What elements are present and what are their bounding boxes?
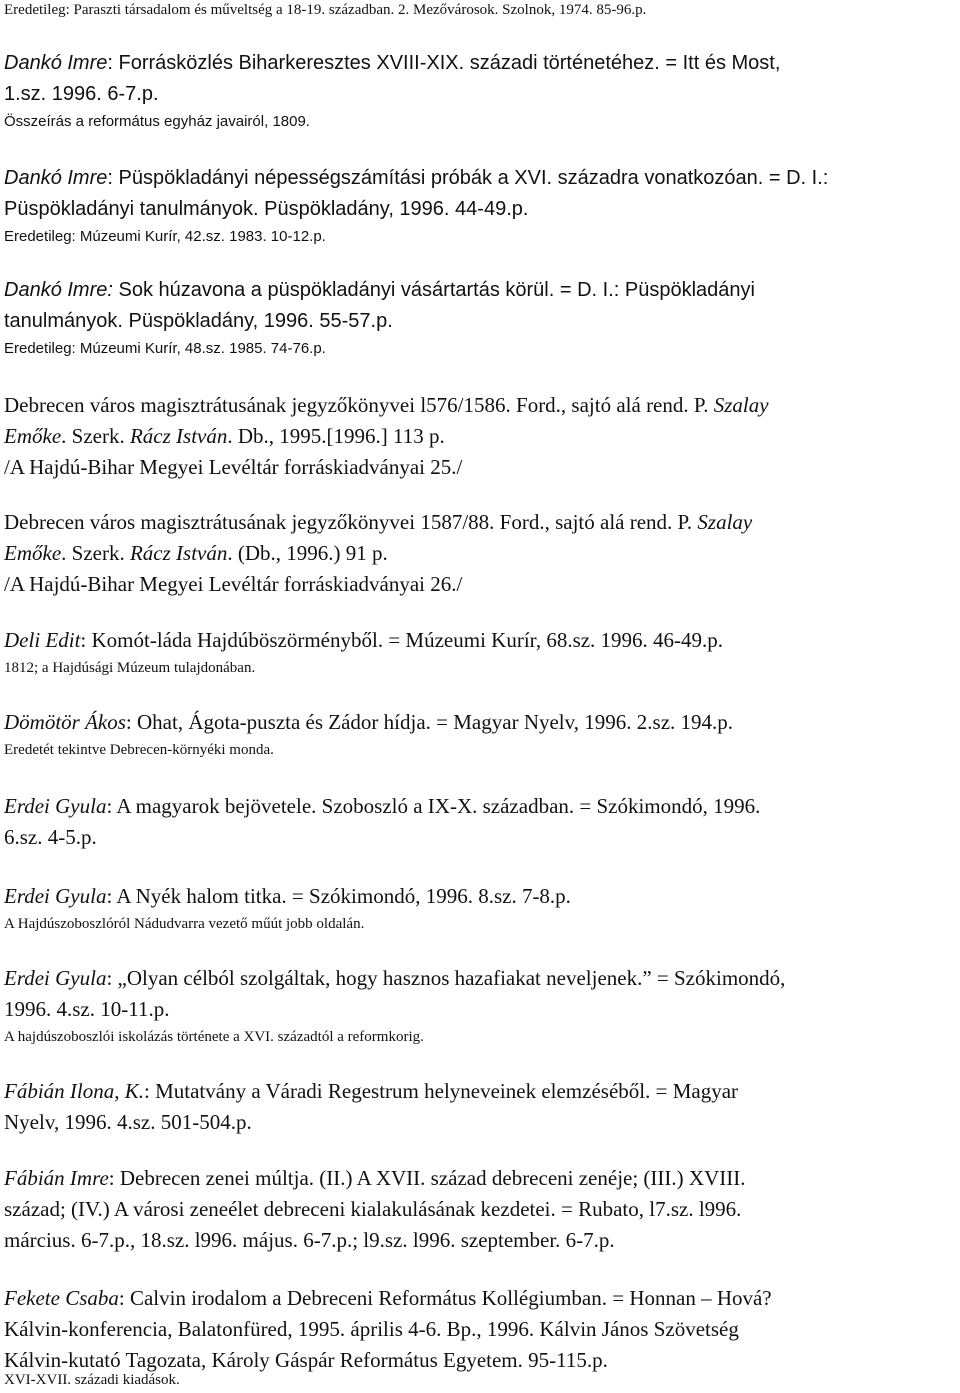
entry-author: Fábián Ilona, K.	[4, 1079, 144, 1103]
entry-line: Kálvin-kutató Tagozata, Károly Gáspár Református Egyetem. 95-115.p.	[4, 1348, 608, 1372]
entry-line: század; (IV.) A városi zeneélet debreceni kialakulásának kezdetei. = Rubato, l7.sz. l996.	[4, 1197, 742, 1221]
entry-title: : A magyarok bejövetele. Szoboszló a IX-X. században. = Szókimondó, 1996.	[106, 794, 761, 818]
entry-author: Erdei Gyula	[4, 966, 107, 990]
bib-entry	[4, 1283, 944, 1390]
entry-line: Kálvin-konferencia, Balatonfüred, 1995. április 4-6. Bp., 1996. Kálvin János Szövetség	[4, 1317, 739, 1341]
entry-note: Eredetileg: Múzeumi Kurír, 48.sz. 1985. 74-76.p.	[4, 340, 326, 357]
entry-title: : Calvin irodalom a Debreceni Református Kollégiumban. = Honnan – Hová?	[118, 1286, 772, 1310]
entry-author: Dankó Imre	[4, 167, 108, 189]
bib-entry	[4, 791, 944, 853]
entry-line	[4, 791, 944, 822]
entry-text: . Db., 1995.[1996.] 113 p.	[227, 424, 445, 448]
entry-author: Erdei Gyula	[4, 794, 107, 818]
entry-note: Összeírás a református egyház javairól, 1809.	[4, 113, 310, 130]
entry-line: tanulmányok. Püspökladány, 1996. 55-57.p.	[4, 310, 393, 332]
top-note: Eredetileg: Paraszti társadalom és műveltség a 18-19. században. 2. Mezővárosok. Szolnok, 1974. 85-96.p.	[4, 2, 647, 18]
bib-entry	[4, 48, 944, 132]
entry-line: Nyelv, 1996. 4.sz. 501-504.p.	[4, 1110, 252, 1134]
bib-entry	[4, 625, 944, 678]
entry-line: 1.sz. 1996. 6-7.p.	[4, 83, 159, 105]
entry-editor: Emőke	[4, 424, 62, 448]
entry-line	[4, 1076, 944, 1107]
entry-editor: Szalay	[697, 510, 753, 534]
entry-text: . Szerk.	[61, 424, 130, 448]
entry-line	[4, 48, 944, 79]
entry-title: : Komót-láda Hajdúböszörményből. = Múzeumi Kurír, 68.sz. 1996. 46-49.p.	[80, 628, 724, 652]
entry-editor: Rácz István	[129, 541, 228, 565]
entry-line	[4, 163, 944, 194]
entry-title: Debrecen város magisztrátusának jegyzőkönyvei 1587/88. Ford., sajtó alá rend. P.	[4, 510, 698, 534]
bib-entry	[4, 507, 944, 600]
entry-line	[4, 421, 944, 452]
bib-entry	[4, 881, 944, 934]
entry-text: . (Db., 1996.) 91 p.	[227, 541, 388, 565]
entry-line: Püspökladányi tanulmányok. Püspökladány, 1996. 44-49.p.	[4, 198, 529, 220]
entry-title: : Forrásközlés Biharkeresztes XVIII-XIX. századi történetéhez. = Itt és Most,	[107, 52, 781, 74]
bib-entry	[4, 390, 944, 483]
entry-note: 1812; a Hajdúsági Múzeum tulajdonában.	[4, 660, 256, 676]
entry-title: Debrecen város magisztrátusának jegyzőkönyvei l576/1586. Ford., sajtó alá rend. P.	[4, 393, 714, 417]
entry-title: Sok húzavona a püspökladányi vásártartás körül. = D. I.: Püspökladányi	[112, 279, 755, 301]
entry-author: Dankó Imre:	[4, 279, 113, 301]
entry-author: Erdei Gyula	[4, 884, 107, 908]
entry-note: A Hajdúszoboszlóról Nádudvarra vezető műút jobb oldalán.	[4, 916, 365, 932]
entry-line	[4, 625, 944, 656]
entry-title: : Püspökladányi népességszámítási próbák a XVI. századra vonatkozóan. = D. I.:	[107, 167, 829, 189]
bib-entry	[4, 1163, 944, 1256]
entry-title: : Debrecen zenei múltja. (II.) A XVII. század debreceni zenéje; (III.) XVIII.	[108, 1166, 746, 1190]
entry-note: Eredetileg: Múzeumi Kurír, 42.sz. 1983. 10-12.p.	[4, 228, 326, 245]
bib-entry	[4, 163, 944, 247]
entry-line	[4, 538, 944, 569]
entry-author: Deli Edit	[4, 628, 81, 652]
entry-line	[4, 1283, 944, 1314]
entry-note: A hajdúszoboszlói iskolázás története a XVI. századtól a reformkorig.	[4, 1029, 424, 1045]
entry-editor: Szalay	[713, 393, 769, 417]
entry-title: : „Olyan célból szolgáltak, hogy hasznos hazafiakat neveljenek.” = Szókimondó,	[106, 966, 786, 990]
entry-title: : Ohat, Ágota-puszta és Zádor hídja. = Magyar Nyelv, 1996. 2.sz. 194.p.	[125, 710, 734, 734]
entry-title: : A Nyék halom titka. = Szókimondó, 1996. 8.sz. 7-8.p.	[106, 884, 571, 908]
bib-entry	[4, 963, 944, 1047]
entry-line	[4, 963, 944, 994]
entry-author: Dömötör Ákos	[4, 710, 126, 734]
entry-line	[4, 1163, 944, 1194]
entry-line: /A Hajdú-Bihar Megyei Levéltár forráskiadványai 26./	[4, 572, 463, 596]
entry-line	[4, 881, 944, 912]
entry-text: . Szerk.	[61, 541, 130, 565]
entry-author: Fekete Csaba	[4, 1286, 119, 1310]
entry-title: : Mutatvány a Váradi Regestrum helyneveinek elemzéséből. = Magyar	[144, 1079, 739, 1103]
entry-line: március. 6-7.p., 18.sz. l996. május. 6-7.p.; l9.sz. l996. szeptember. 6-7.p.	[4, 1228, 615, 1252]
entry-line: 6.sz. 4-5.p.	[4, 825, 97, 849]
bib-entry	[4, 275, 944, 359]
entry-line	[4, 707, 944, 738]
bib-entry	[4, 707, 944, 760]
entry-note: Eredetét tekintve Debrecen-környéki monda.	[4, 742, 274, 758]
entry-author: Fábián Imre	[4, 1166, 109, 1190]
entry-editor: Emőke	[4, 541, 62, 565]
entry-line	[4, 275, 944, 306]
entry-line	[4, 507, 944, 538]
entry-author: Dankó Imre	[4, 52, 108, 74]
entry-line	[4, 390, 944, 421]
entry-editor: Rácz István	[129, 424, 228, 448]
entry-line: 1996. 4.sz. 10-11.p.	[4, 997, 170, 1021]
entry-note: XVI-XVII. századi kiadások.	[4, 1372, 180, 1388]
bib-entry	[4, 1076, 944, 1138]
entry-line: /A Hajdú-Bihar Megyei Levéltár forráskiadványai 25./	[4, 455, 463, 479]
